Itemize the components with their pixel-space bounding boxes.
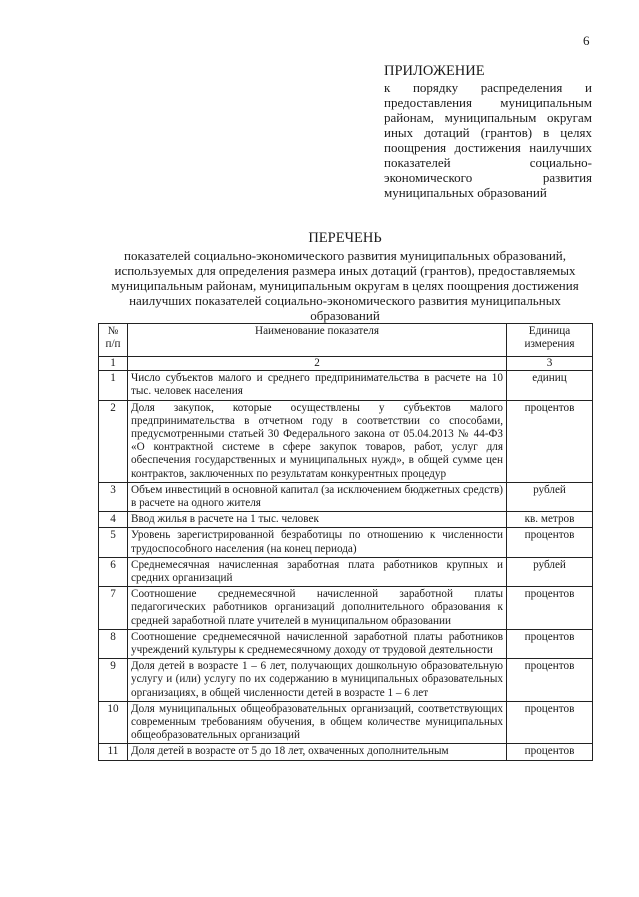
row-unit: кв. метров <box>507 512 593 528</box>
row-unit: процентов <box>507 744 593 760</box>
row-unit: процентов <box>507 587 593 630</box>
row-num: 3 <box>99 482 128 511</box>
header-num: № п/п <box>99 324 128 357</box>
table-row <box>99 528 593 557</box>
row-name: Доля детей в возрасте от 5 до 18 лет, охваченных дополнительным <box>128 744 507 760</box>
row-name: Доля закупок, которые осуществлены у субъектов малого предпринимательства в отчетном году в соответствии со способами, предусмотренными статьей 30 Федерального закона от 05.04.2013 № 44-ФЗ «О контрактной системе в сфере закупок товаров, работ, услуг для обеспечения государственных и муниципальных нужд», в общей сумме цен контрактов, заключенных по результатам конкурентных процедур <box>128 400 507 482</box>
row-name: Объем инвестиций в основной капитал (за исключением бюджетных средств) в расчете на одного жителя <box>128 482 507 511</box>
row-num: 6 <box>99 557 128 586</box>
row-unit: рублей <box>507 482 593 511</box>
column-number-row <box>99 357 593 371</box>
row-name: Соотношение среднемесячной начисленной заработной платы работников учреждений культуры к среднемесячному доходу от трудовой деятельности <box>128 629 507 658</box>
row-name: Число субъектов малого и среднего предпринимательства в расчете на 10 тыс. человек населения <box>128 371 507 400</box>
page-number: 6 <box>583 33 590 48</box>
row-unit: процентов <box>507 701 593 744</box>
row-name: Уровень зарегистрированной безработицы по отношению к численности трудоспособного населения (на конец периода) <box>128 528 507 557</box>
list-title: ПЕРЕЧЕНЬ <box>308 230 382 246</box>
column-number: 3 <box>507 357 593 371</box>
row-name: Ввод жилья в расчете на 1 тыс. человек <box>128 512 507 528</box>
table-row <box>99 482 593 511</box>
table-row <box>99 744 593 760</box>
table-header-row <box>99 324 593 357</box>
table-row <box>99 659 593 702</box>
table-row <box>99 400 593 482</box>
table-row <box>99 587 593 630</box>
row-name: Доля муниципальных общеобразовательных организаций, соответствующих современным требованиям обучения, в общем количестве муниципальных общеобразовательных организаций <box>128 701 507 744</box>
header-name: Наименование показателя <box>128 324 507 357</box>
row-num: 1 <box>99 371 128 400</box>
list-header <box>100 231 590 323</box>
row-unit: рублей <box>507 557 593 586</box>
row-name: Соотношение среднемесячной начисленной заработной платы педагогических работников организаций дополнительного образования к средней заработной плате учителей в муниципальном образовании <box>128 587 507 630</box>
row-num: 2 <box>99 400 128 482</box>
row-num: 9 <box>99 659 128 702</box>
column-number: 1 <box>99 357 128 371</box>
table-row <box>99 701 593 744</box>
table-row <box>99 629 593 658</box>
row-name: Среднемесячная начисленная заработная плата работников крупных и средних организаций <box>128 557 507 586</box>
row-num: 7 <box>99 587 128 630</box>
indicators-table <box>98 323 593 761</box>
appendix-text: к порядку распределения и предоставления муниципальным районам, муниципальным округам иных дотаций (грантов) в целях поощрения достижения наилучших показателей социально-экономического развития муниципальных образований <box>384 80 592 200</box>
header-unit: Единица измерения <box>507 324 593 357</box>
row-unit: процентов <box>507 528 593 557</box>
list-subtitle: показателей социально-экономического развития муниципальных образований, используемых для определения размера иных дотаций (грантов), предоставляемых муниципальным районам, муниципальным округам в целях поощрения достижения наилучших показателей социально-экономического развития муниципальных образований <box>111 248 579 323</box>
table-row <box>99 512 593 528</box>
appendix-title: ПРИЛОЖЕНИЕ <box>384 63 485 79</box>
row-num: 4 <box>99 512 128 528</box>
row-name: Доля детей в возрасте 1 – 6 лет, получающих дошкольную образовательную услугу и (или) услугу по их содержанию в муниципальных образовательных организациях, в общей численности детей в возрасте 1 – 6 лет <box>128 659 507 702</box>
row-unit: процентов <box>507 659 593 702</box>
row-num: 8 <box>99 629 128 658</box>
row-num: 5 <box>99 528 128 557</box>
table-row <box>99 557 593 586</box>
row-unit: процентов <box>507 629 593 658</box>
appendix-block <box>384 64 592 200</box>
column-number: 2 <box>128 357 507 371</box>
row-unit: процентов <box>507 400 593 482</box>
row-num: 11 <box>99 744 128 760</box>
row-num: 10 <box>99 701 128 744</box>
row-unit: единиц <box>507 371 593 400</box>
table-row <box>99 371 593 400</box>
